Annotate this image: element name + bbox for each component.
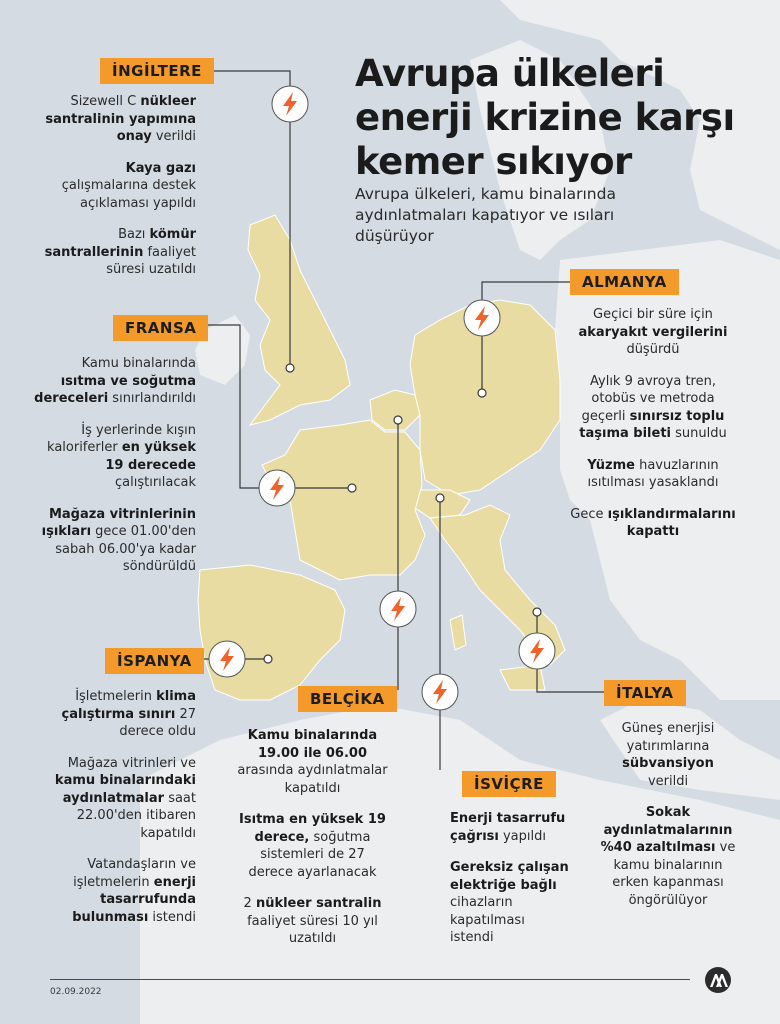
measure-line <box>560 390 746 408</box>
measure-text: yatırımlarına <box>626 738 710 754</box>
measure-text-bold: santralinin yapımına <box>45 111 196 127</box>
measure-text-bold: ışıklandırmalarını <box>607 506 736 522</box>
measure-item <box>28 688 196 741</box>
measure-text: derece oldu <box>119 724 196 739</box>
measure-text-bold: çağrısı <box>450 828 499 844</box>
measure-line <box>28 422 196 440</box>
measure-text-bold: ısıtma ve soğutma <box>60 373 196 389</box>
measure-item <box>40 226 196 279</box>
measure-text-bold: Yüzme <box>587 457 635 473</box>
measure-text-bold: ışıkları <box>41 524 92 539</box>
measure-line <box>28 457 196 475</box>
country-label-almanya: ALMANYA <box>570 269 679 295</box>
measure-line <box>28 474 196 492</box>
measure-text: faaliyet <box>143 244 196 260</box>
measure-line <box>28 390 196 408</box>
measure-item <box>28 422 196 492</box>
title-line: Avrupa ülkeleri <box>355 52 665 95</box>
measure-line <box>225 745 400 763</box>
measure-text: otobüs ve metroda <box>591 391 715 406</box>
measure-line <box>560 506 746 524</box>
measure-text-bold: Enerji tasarrufu <box>450 811 566 826</box>
measure-line <box>560 408 746 426</box>
measure-text: Gece <box>570 506 608 522</box>
measure-line <box>450 912 590 930</box>
measure-text: erken kapanması <box>612 875 724 890</box>
measure-text: havuzlarının <box>634 457 719 473</box>
measure-text: Mağaza vitrinleri ve <box>67 755 196 771</box>
measure-line <box>560 324 746 342</box>
measure-line <box>225 780 400 798</box>
items-ingiltere <box>40 93 196 293</box>
measure-text: İş yerlerinde kışın <box>81 422 196 438</box>
items-almanya <box>560 306 746 555</box>
measure-text: Güneş enerjisi <box>621 721 715 736</box>
measure-line <box>560 306 746 324</box>
measure-text: arasında aydınlatmalar <box>237 763 388 778</box>
measure-item <box>40 160 196 213</box>
measure-item <box>225 811 400 881</box>
measure-item <box>225 727 400 797</box>
measure-line <box>40 111 196 129</box>
measure-line <box>225 895 400 913</box>
measure-text: öngörülüyor <box>628 892 708 908</box>
measure-item <box>450 859 590 947</box>
measure-line <box>40 261 196 279</box>
measure-text-bold: Gereksiz çalışan <box>450 860 569 875</box>
country-label-ingiltere: İNGİLTERE <box>100 58 214 84</box>
measure-line <box>588 857 748 875</box>
measure-line <box>588 874 748 892</box>
measure-text: Geçici bir süre için <box>593 307 713 322</box>
country-label-ispanya: İSPANYA <box>105 648 204 674</box>
measure-line <box>588 720 748 738</box>
measure-text-bold: 19.00 ile 06.00 <box>257 745 368 761</box>
subtitle-line: düşürüyor <box>355 227 434 245</box>
measure-text: sistemleri de 27 <box>260 847 365 862</box>
items-belcika <box>225 727 400 962</box>
measure-text-bold: onay <box>116 129 152 144</box>
measure-item <box>28 355 196 408</box>
measure-line <box>28 755 196 773</box>
measure-text-bold: santrallerinin <box>44 244 144 260</box>
measure-text: sabah 06.00'ya kadar <box>55 541 196 557</box>
measure-item <box>28 755 196 843</box>
measure-line <box>28 506 196 524</box>
measure-item <box>588 804 748 909</box>
measure-line <box>560 425 746 443</box>
measure-item <box>28 506 196 576</box>
measure-line <box>28 373 196 391</box>
measure-line <box>588 839 748 857</box>
measure-text-bold: çalıştırma sınırı <box>61 706 176 722</box>
page-title <box>355 52 755 184</box>
measure-line <box>588 773 748 791</box>
measure-text: yapıldı <box>498 828 546 844</box>
measure-text: 2 <box>243 896 256 911</box>
measure-text-bold: akaryakıt vergilerini <box>578 324 728 340</box>
measure-item <box>560 373 746 443</box>
measure-text: 27 <box>175 706 196 722</box>
measure-line <box>225 913 400 931</box>
measure-line <box>28 909 196 927</box>
measure-text: Kamu binalarında <box>81 356 196 371</box>
measure-text: soğutma <box>309 829 371 845</box>
country-label-italya: İTALYA <box>604 680 686 706</box>
measure-text: kapatılması <box>450 912 525 928</box>
measure-item <box>28 856 196 926</box>
measure-text: düşürdü <box>626 342 680 357</box>
measure-line <box>225 930 400 948</box>
measure-line <box>40 226 196 244</box>
measure-line <box>588 738 748 756</box>
measure-text-bold: sınırsız toplu <box>629 408 725 424</box>
measure-line <box>225 811 400 829</box>
measure-text: uzatıldı <box>288 931 337 946</box>
measure-text-bold: elektriğe bağlı <box>450 877 557 893</box>
measure-text-bold: Sokak <box>645 805 691 820</box>
measure-line <box>40 93 196 111</box>
measure-line <box>28 825 196 843</box>
measure-line <box>40 195 196 213</box>
measure-line <box>28 790 196 808</box>
measure-text-bold: Isıtma en yüksek 19 <box>239 812 386 827</box>
measure-item <box>560 306 746 359</box>
measure-text-bold: kamu binalarındaki <box>54 773 196 788</box>
measure-text: sunuldu <box>671 426 727 441</box>
measure-text: gece 01.00'den <box>91 524 196 539</box>
aa-logo-icon <box>704 966 732 994</box>
measure-text-bold: enerji <box>153 874 196 890</box>
footer-date: 02.09.2022 <box>50 987 102 997</box>
measure-line <box>560 474 746 492</box>
items-italya <box>588 720 748 923</box>
measure-text: Bazı <box>118 227 150 242</box>
title-line: enerji krizine karşı <box>355 96 735 139</box>
measure-text-bold: klima <box>156 689 196 704</box>
measure-text: faaliyet süresi 10 yıl <box>247 913 378 929</box>
measure-line <box>225 829 400 847</box>
measure-line <box>40 244 196 262</box>
country-label-fransa: FRANSA <box>113 315 208 341</box>
measure-text: işletmelerin <box>73 874 154 890</box>
subtitle-line: Avrupa ülkeleri, kamu binalarında <box>355 185 616 203</box>
measure-text-bold: en yüksek <box>121 440 196 455</box>
measure-line <box>450 894 590 912</box>
measure-text: kamu binalarının <box>613 857 723 873</box>
measure-line <box>588 892 748 910</box>
measure-text: Vatandaşların ve <box>87 857 196 872</box>
measure-text: cihazların <box>450 895 513 910</box>
measure-text: derece ayarlanacak <box>248 864 377 880</box>
measure-text: ve <box>715 840 736 855</box>
measure-text-bold: aydınlatmalar <box>62 790 165 806</box>
measure-line <box>28 688 196 706</box>
measure-line <box>28 874 196 892</box>
measure-line <box>560 523 746 541</box>
measure-text: açıklaması yapıldı <box>80 195 196 211</box>
measure-line <box>225 846 400 864</box>
measure-item <box>560 506 746 541</box>
measure-item <box>40 93 196 146</box>
measure-text: sınırlandırıldı <box>108 391 196 406</box>
measure-text-bold: Mağaza vitrinlerinin <box>48 506 196 522</box>
measure-text: Sizewell C <box>70 94 141 109</box>
measure-line <box>28 558 196 576</box>
measure-text-bold: aydınlatmalarının <box>603 822 733 838</box>
country-label-belcika: BELÇİKA <box>298 686 397 712</box>
measure-line <box>450 859 590 877</box>
measure-item <box>560 457 746 492</box>
measure-line <box>28 541 196 559</box>
measure-text: söndürüldü <box>122 559 196 574</box>
measure-text-bold: nükleer santralin <box>255 896 382 911</box>
measure-line <box>588 755 748 773</box>
measure-text: verildi <box>647 773 689 789</box>
measure-line <box>588 822 748 840</box>
measure-item <box>225 895 400 948</box>
title-line: kemer sıkıyor <box>355 140 632 183</box>
measure-line <box>560 341 746 359</box>
items-fransa <box>28 355 196 590</box>
items-isvicre <box>450 810 590 961</box>
measure-text-bold: dereceleri <box>34 391 109 406</box>
measure-line <box>40 177 196 195</box>
measure-text: geçerli <box>581 408 630 424</box>
measure-line <box>28 523 196 541</box>
measure-line <box>28 891 196 909</box>
items-ispanya <box>28 688 196 940</box>
measure-line <box>560 457 746 475</box>
measure-text-bold: derece, <box>254 829 310 845</box>
measure-item <box>450 810 590 845</box>
measure-line <box>450 810 590 828</box>
measure-text: süresi uzatıldı <box>106 262 196 277</box>
measure-text: verildi <box>151 129 196 144</box>
page-subtitle <box>355 184 675 247</box>
measure-line <box>28 706 196 724</box>
measure-text-bold: taşıma bileti <box>579 426 671 441</box>
measure-text-bold: kömür <box>149 227 196 242</box>
subtitle-line: aydınlatmaları kapatıyor ve ısıları <box>355 206 615 224</box>
measure-text: saat <box>164 790 196 806</box>
measure-line <box>588 804 748 822</box>
measure-text-bold: Kamu binalarında <box>247 728 378 743</box>
measure-text-bold: 19 derecede <box>105 457 196 473</box>
measure-text: istendi <box>450 930 494 945</box>
measure-text: Aylık 9 avroya tren, <box>590 373 716 389</box>
measure-line <box>28 355 196 373</box>
measure-item <box>588 720 748 790</box>
measure-text: kapatıldı <box>140 825 196 841</box>
measure-text: istendi <box>148 909 196 925</box>
measure-text: kapatıldı <box>284 780 341 796</box>
measure-line <box>28 439 196 457</box>
measure-line <box>450 828 590 846</box>
measure-text-bold: tasarrufunda <box>100 892 196 907</box>
measure-text: kaloriferler <box>47 440 122 455</box>
measure-line <box>560 373 746 391</box>
measure-text-bold: Kaya gazı <box>125 160 196 176</box>
measure-text: çalışmalarına destek <box>61 178 196 193</box>
measure-line <box>225 762 400 780</box>
measure-text-bold: kapattı <box>626 524 680 539</box>
measure-text: İşletmelerin <box>75 689 157 704</box>
measure-line <box>28 772 196 790</box>
measure-text-bold: bulunması <box>72 909 149 925</box>
measure-text-bold: sübvansiyon <box>622 756 714 771</box>
measure-line <box>28 807 196 825</box>
measure-text-bold: nükleer <box>140 94 196 109</box>
measure-line <box>450 877 590 895</box>
measure-text-bold: %40 azaltılması <box>600 840 716 855</box>
footer-divider <box>50 979 690 980</box>
measure-text: ısıtılması yasaklandı <box>587 475 719 490</box>
measure-line <box>225 727 400 745</box>
measure-line <box>450 929 590 947</box>
measure-line <box>40 160 196 178</box>
measure-text: çalıştırılacak <box>115 475 196 490</box>
measure-line <box>28 723 196 741</box>
measure-line <box>28 856 196 874</box>
measure-line <box>225 864 400 882</box>
measure-line <box>40 128 196 146</box>
country-label-isvicre: İSVİÇRE <box>462 771 556 797</box>
measure-text: 22.00'den itibaren <box>76 808 196 823</box>
